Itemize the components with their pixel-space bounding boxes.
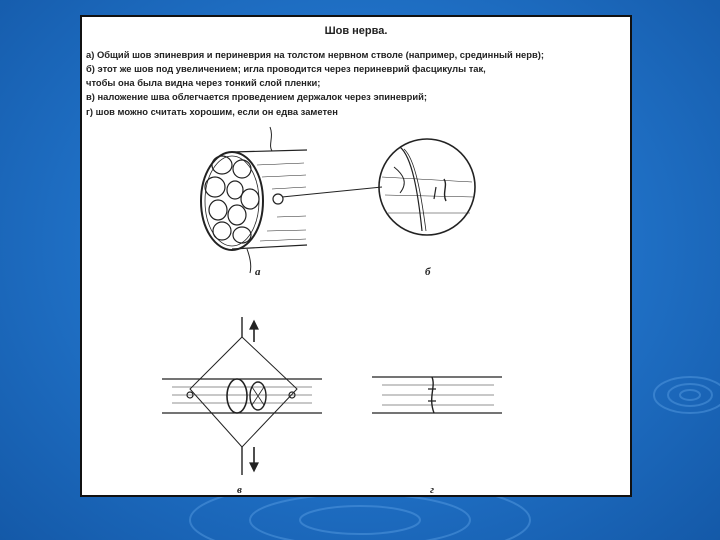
label-c: в (237, 484, 242, 496)
magnified-fascicle-b (379, 139, 475, 235)
stay-suture-c (162, 317, 322, 475)
finished-suture-d (372, 377, 502, 413)
nerve-suture-illustration (82, 17, 634, 499)
label-b: б (425, 266, 431, 278)
caption-line-b: б) этот же шов под увеличением; игла проводится через периневрий фасцикулы так, (86, 63, 486, 74)
caption-line-c: в) наложение шва облегчается проведением держалок через эпиневрий; (86, 91, 428, 102)
label-d: г (430, 484, 435, 496)
label-a: а (255, 266, 261, 278)
figure-slide (80, 15, 632, 497)
figure-title: Шов нерва. (324, 25, 388, 37)
caption-line-b-cont: чтобы она была видна через тонкий слой пленки; (86, 77, 321, 88)
nerve-cross-section-a (201, 127, 382, 273)
caption-line-a: а) Общий шов эпиневрия и периневрия на толстом нервном стволе (например, срединный нерв); (86, 49, 544, 60)
caption-line-d: г) шов можно считать хорошим, если он едва заметен (86, 106, 338, 117)
